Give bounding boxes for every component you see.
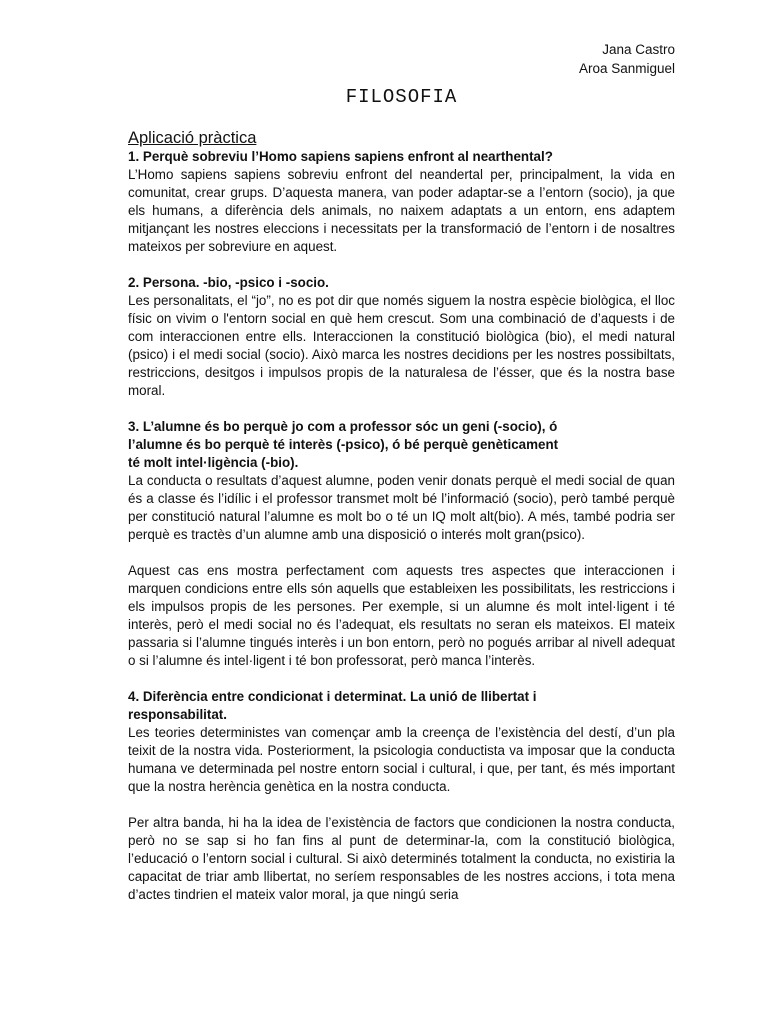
question-1	[128, 148, 675, 256]
section-heading: Aplicació pràctica	[128, 129, 257, 147]
answer-paragraph: Per altra banda, hi ha la idea de l’existència de factors que condicionen la nostra conducta, però no se sap si ho fan fins al punt de determinar-la, com la constitució biològica, l’educació o l’entorn social i cultural. Si això determinés totalment la conducta, no existiria la capacitat de triar amb llibertat, no seríem responsables de les nostres accions, i tota mena d’actes tindrien el mateix valor moral, ja que ningú seria	[128, 815, 675, 902]
answer-paragraph: L’Homo sapiens sapiens sobreviu enfront del neandertal per, principalment, la vida en comunitat, crear grups. D’aquesta manera, van poder adaptar-se a l’entorn (socio), ja que els humans, a diferència dels animals, no naixem adaptats a un entorn, ens adaptem mitjançant les nostres eleccions i necessitats per la transformació de l’entorn i de nosaltres mateixos per sobreviure en aquest.	[128, 167, 675, 254]
question-title: 2. Persona. -bio, -psico i -socio.	[128, 275, 329, 290]
author-name: Aroa Sanmiguel	[578, 61, 675, 76]
question-title-line: 3. L’alumne és bo perquè jo com a professor sóc un geni (-socio), ó	[128, 419, 558, 434]
answer-paragraph: Aquest cas ens mostra perfectament com aquests tres aspectes que interaccionen i marquen condicions entre ells són aquells que estableixen les possibilitats, les restriccions i els impulsos propis de les persones. Per exemple, si un alumne és molt intel·ligent i té interès, però el medi social no és l’adequat, els resultats no seran els mateixos. El mateix passaria si l’alumne tingués interès i un bon entorn, però no pogués arribar al nivell adequat o si l’alumne és intel·ligent i té bon professorat, però manca l’interès.	[128, 563, 675, 668]
author-name: Jana Castro	[602, 42, 675, 57]
answer-paragraph: Les personalitats, el “jo”, no es pot dir que només siguem la nostra espècie biològica, el lloc físic on vivim o l'entorn social en què hem crescut. Som una combinació de d’aquests i de com interaccionen entre ells. Interaccionen la constitució biològica (bio), el medi natural (psico) i el medi social (socio). Això marca les nostres decidions per les nostres possibiltats, restriccions, desitgos i impulsos propis de la naturalesa de l’ésser, que és la nostra base moral.	[128, 293, 675, 398]
question-title-line: responsabilitat.	[128, 707, 227, 722]
question-title-line: l’alumne és bo perquè té interès (-psico), ó bé perquè genèticament	[128, 437, 559, 452]
document-title: FILOSOFIA	[345, 86, 458, 108]
question-4	[128, 688, 675, 904]
answer-paragraph: La conducta o resultats d’aquest alumne, poden venir donats perquè el medi social de quan és a classe és l’idílic i el professor transmet molt bé l’informació (socio), però també perquè per constitució natural l’alumne es molt bo o té un IQ molt alt(bio). A més, també podria ser perquè es tractès d’un alumne amb una disposició o interés molt gran(psico).	[128, 473, 675, 542]
question-2	[128, 274, 675, 400]
question-title: 1. Perquè sobreviu l’Homo sapiens sapiens enfront al nearthental?	[128, 149, 553, 164]
question-title-line: 4. Diferència entre condicionat i determinat. La unió de llibertat i	[128, 689, 537, 704]
question-title	[128, 688, 675, 724]
question-title-line: té molt intel·ligència (-bio).	[128, 455, 299, 470]
question-3	[128, 418, 675, 670]
author-block	[128, 40, 675, 78]
question-title	[128, 418, 675, 472]
answer-paragraph: Les teories deterministes van començar amb la creença de l’existència del destí, d’un pla teixit de la nostra vida. Posteriorment, la psicologia conductista va imposar que la conducta humana ve determinada pel nostre entorn social i cultural, i que, per tant, és més important que la nostra herència genètica en la nostra conducta.	[128, 725, 675, 794]
